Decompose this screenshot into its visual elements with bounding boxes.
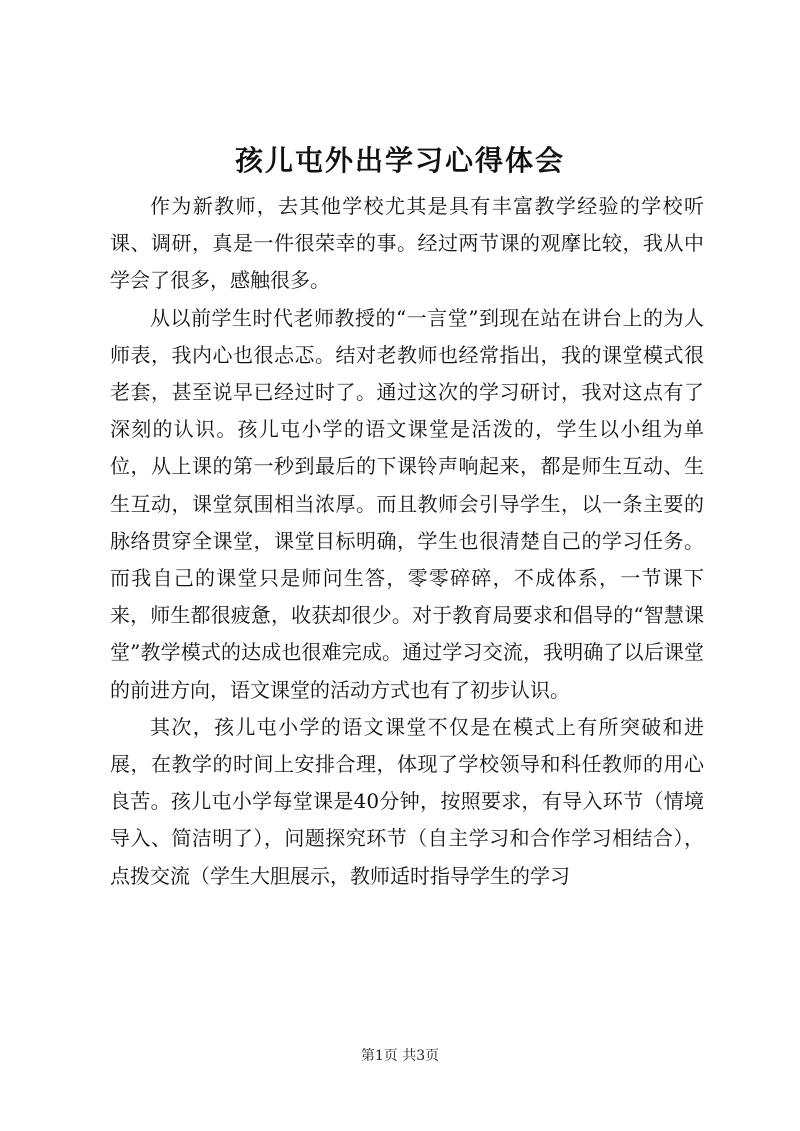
paragraph-time-arrangement: 其次，孩儿屯小学的语文课堂不仅是在模式上有所突破和进展，在教学的时间上安排合理，体现了学校领导和科任教师的用心良苦。孩儿屯小学每堂课是40分钟，按照要求，有导入环节（情境导入、简洁明了），问题探究环节（自主学习和合作学习相结合），点拨交流（学生大胆展示，教师适时指导学生的学习 [110, 714, 704, 888]
page-footer: 第1页 共3页 [360, 1048, 440, 1064]
document-body [110, 188, 704, 895]
page-title: 孩儿屯外出学习心得体会 [234, 144, 565, 177]
paragraph-classroom-mode: 从以前学生时代老师教授的“一言堂”到现在站在讲台上的为人师表，我内心也很忐忑。结对老教师也经常指出，我的课堂模式很老套，甚至说早已经过时了。通过这次的学习研讨，我对这点有了深刻的认识。孩儿屯小学的语文课堂是活泼的，学生以小组为单位，从上课的第一秒到最后的下课铃声响起来，都是师生互动、生生互动，课堂氛围相当浓厚。而且教师会引导学生，以一条主要的脉络贯穿全课堂，课堂目标明确，学生也很清楚自己的学习任务。而我自己的课堂只是师问生答，零零碎碎，不成体系，一节课下来，师生都很疲惫，收获却很少。对于教育局要求和倡导的“智慧课堂”教学模式的达成也很难完成。通过学习交流，我明确了以后课堂的前进方向，语文课堂的活动方式也有了初步认识。 [110, 305, 704, 702]
paragraph-intro: 作为新教师，去其他学校尤其是具有丰富教学经验的学校听课、调研，真是一件很荣幸的事。经过两节课的观摩比较，我从中学会了很多，感触很多。 [110, 194, 704, 293]
